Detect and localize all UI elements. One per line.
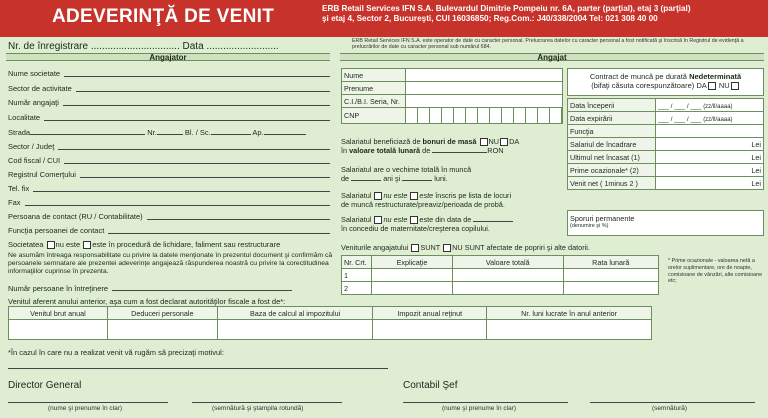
cnp-digit-box[interactable] — [406, 108, 418, 123]
cnp-digit-box[interactable] — [538, 108, 550, 123]
employer-field[interactable]: Localitate — [8, 113, 330, 122]
income-cell[interactable] — [107, 320, 217, 340]
income-header: Impozit anual reţinut — [373, 307, 487, 320]
procedure-checkbox[interactable] — [83, 241, 91, 249]
cnp-digit-box[interactable] — [442, 108, 454, 123]
street-line[interactable]: Strada Nr. Bl. / Sc. Ap. — [8, 128, 330, 137]
seniority[interactable]: Salariatul are o vechime totală în muncă de ani şi luni. — [341, 165, 472, 183]
employer-field[interactable]: Sector / Judeţ — [8, 142, 330, 151]
contract-label: Prime ocazionale* (2) — [568, 164, 656, 177]
income-header: Deduceri personale — [107, 307, 217, 320]
function-input[interactable] — [656, 125, 764, 138]
contract-label: Data expirării — [568, 112, 656, 125]
motive-label: *În cazul în care nu a realizat venit vă rugăm să precizaţi motivul: — [8, 348, 224, 357]
motive-line[interactable] — [8, 368, 388, 369]
stamp-hint: (semnătură şi ştampila rotundă) — [212, 405, 304, 412]
garnish-cell[interactable] — [563, 282, 658, 295]
contract-type[interactable]: Contract de muncă pe durată Nedeterminată (bifaţi căsuta corespunzătoare) DA NU — [567, 68, 764, 96]
net-income-input[interactable]: Lei — [656, 177, 764, 190]
employer-field[interactable]: Funcţia persoanei de contact — [8, 226, 330, 235]
cnp-digit-box[interactable] — [478, 108, 490, 123]
cnp-digit-box[interactable] — [454, 108, 466, 123]
cnp-digit-box[interactable] — [526, 108, 538, 123]
employee-id-table — [341, 68, 563, 124]
employer-field[interactable]: Nume societate — [8, 69, 330, 78]
id-label: Prenume — [342, 82, 406, 95]
income-cell[interactable] — [373, 320, 487, 340]
garnish-row-nr: 1 — [342, 269, 372, 282]
last-net-input[interactable]: Lei — [656, 151, 764, 164]
garnish-cell[interactable] — [372, 282, 453, 295]
cnp-digit-box[interactable] — [466, 108, 478, 123]
garnish-cell[interactable] — [452, 282, 563, 295]
income-cell[interactable] — [217, 320, 373, 340]
not-checkbox[interactable] — [47, 241, 55, 249]
id-label: Nume — [342, 69, 406, 82]
director-name-line[interactable] — [8, 402, 168, 403]
income-cell[interactable] — [487, 320, 652, 340]
garnishment[interactable]: Veniturile angajatului SUNT NU SUNT afectate de popriri şi alte datorii. — [341, 243, 590, 252]
bonus-input[interactable]: Lei — [656, 164, 764, 177]
bonus-footnote: * Prime ocazionale - valoarea netă a orelor suplimentare, ore de noapte, comisioane de vânzări, alte comisioane etc; — [668, 258, 763, 285]
cnp-digit-box[interactable] — [550, 108, 562, 123]
contract-label: Ultimul net încasat (1) — [568, 151, 656, 164]
garnish-row-nr: 2 — [342, 282, 372, 295]
registration-line[interactable]: Nr. de înregistrare ................................ Data .......................... — [8, 41, 279, 52]
garnish-cell[interactable] — [563, 269, 658, 282]
garnish-header: Explicaţie — [372, 256, 453, 269]
contract-label: Data începerii — [568, 99, 656, 112]
employee-section-title: Angajat — [340, 53, 764, 61]
start-date-input[interactable]: ___ / ___ / ___ (zz/ll/aaaa) — [656, 99, 764, 112]
garnish-header: Nr. Crt. — [342, 256, 372, 269]
maternity[interactable]: Salariatul nu este este din data de în concediu de maternitate/creşterea copilului. — [341, 215, 566, 233]
director-label: Director General — [8, 380, 82, 391]
garnish-header: Rata lunară — [563, 256, 658, 269]
employer-field[interactable]: Persoana de contact (RU / Contabilitate) — [8, 212, 330, 221]
contract-label: Venit net ( 1minus 2 ) — [568, 177, 656, 190]
prev-year-label: Venitul aferent anului anterior, aşa cum a fost declarat autorităţilor fiscale a fost de*: — [8, 297, 286, 306]
employer-field[interactable]: Registrul Comerţului — [8, 170, 330, 179]
sign-hint: (semnătură) — [652, 405, 688, 412]
company-info: ERB Retail Services IFN S.A. Bulevardul Dimitrie Pompeiu nr. 6A, parter (parţial), etaj 3 (parţial) şi etaj 4, Sector 2, Bucureşti, CUI 16036850; Reg.Com.: J40/338/2004 Tel: 021 308 40 00 — [322, 4, 691, 23]
employer-field[interactable]: Sector de activitate — [8, 84, 330, 93]
name-hint: (nume şi prenume în clar) — [48, 405, 123, 412]
employer-field[interactable]: Cod fiscal / CUI — [8, 156, 330, 165]
garnish-table — [341, 255, 659, 295]
statement: Ne asumăm întreaga responsabilitate cu privire la datele menţionate în prezentul document şi confirmăm că persoanele semnatare ale prezentei adeverinţe angajează răspunderea noastră cu privire la corectitudinea informaţiilor cuprinse în prezenta. — [8, 252, 333, 275]
surname-input[interactable] — [406, 82, 563, 95]
cnp-digit-box[interactable] — [502, 108, 514, 123]
income-header: Nr. luni lucrate în anul anterior — [487, 307, 652, 320]
cnp-input[interactable] — [406, 108, 562, 123]
id-card-input[interactable] — [406, 95, 563, 108]
accountant-name-line[interactable] — [403, 402, 568, 403]
cnp-digit-box[interactable] — [514, 108, 526, 123]
company-status[interactable]: Societatea nu este este în procedură de lichidare, faliment sau restructurare — [8, 240, 281, 249]
employer-field[interactable]: Tel. fix — [8, 184, 330, 193]
garnish-header: Valoare totală — [452, 256, 563, 269]
employer-field[interactable]: Număr angajaţi — [8, 98, 330, 107]
income-table — [8, 306, 652, 340]
form-title: ADEVERINŢĂ DE VENIT — [52, 6, 275, 27]
name-hint: (nume şi prenume în clar) — [442, 405, 517, 412]
cnp-digit-box[interactable] — [430, 108, 442, 123]
cnp-digit-box[interactable] — [418, 108, 430, 123]
accountant-label: Contabil Şef — [403, 380, 458, 391]
restructuring[interactable]: Salariatul nu este este înscris pe lista de locuri de muncă restructurate/preaviz/perioada de probă. — [341, 191, 512, 210]
income-header: Venitul brut anual — [9, 307, 108, 320]
accountant-sign-line[interactable] — [590, 402, 755, 403]
director-sign-line[interactable] — [192, 402, 342, 403]
meal-vouchers[interactable]: Salariatul beneficiază de bonuri de masă NU DA în valoare totală lunară de RON — [341, 137, 520, 156]
end-date-input[interactable]: ___ / ___ / ___ (zz/ll/aaaa) — [656, 112, 764, 125]
id-label: CNP — [342, 108, 406, 124]
persons-line[interactable]: Număr persoane în întreţinere — [8, 284, 328, 293]
id-label: C.I./B.I. Seria, Nr. — [342, 95, 406, 108]
permanent-bonus[interactable]: Sporuri permanente (denumire şi %) — [567, 210, 764, 236]
name-input[interactable] — [406, 69, 563, 82]
salary-input[interactable]: Lei — [656, 138, 764, 151]
contract-table — [567, 98, 764, 190]
privacy-note: ERB Retail Services IFN S.A. este operator de date cu caracter personal. Prelucrarea datelor cu caracter personal a fost notificată şi înscrisă în Registrul de evidenţă a prelucrărilor de date cu caracter personal sub numărul 684. — [352, 38, 744, 51]
garnish-cell[interactable] — [452, 269, 563, 282]
income-cell[interactable] — [9, 320, 108, 340]
contract-label: Funcţia — [568, 125, 656, 138]
employer-field[interactable]: Fax — [8, 198, 330, 207]
contract-label: Salariul de încadrare — [568, 138, 656, 151]
garnish-cell[interactable] — [372, 269, 453, 282]
employer-section-title: Angajator — [6, 53, 330, 61]
income-header: Baza de calcul al impozitului — [217, 307, 373, 320]
cnp-digit-box[interactable] — [490, 108, 502, 123]
